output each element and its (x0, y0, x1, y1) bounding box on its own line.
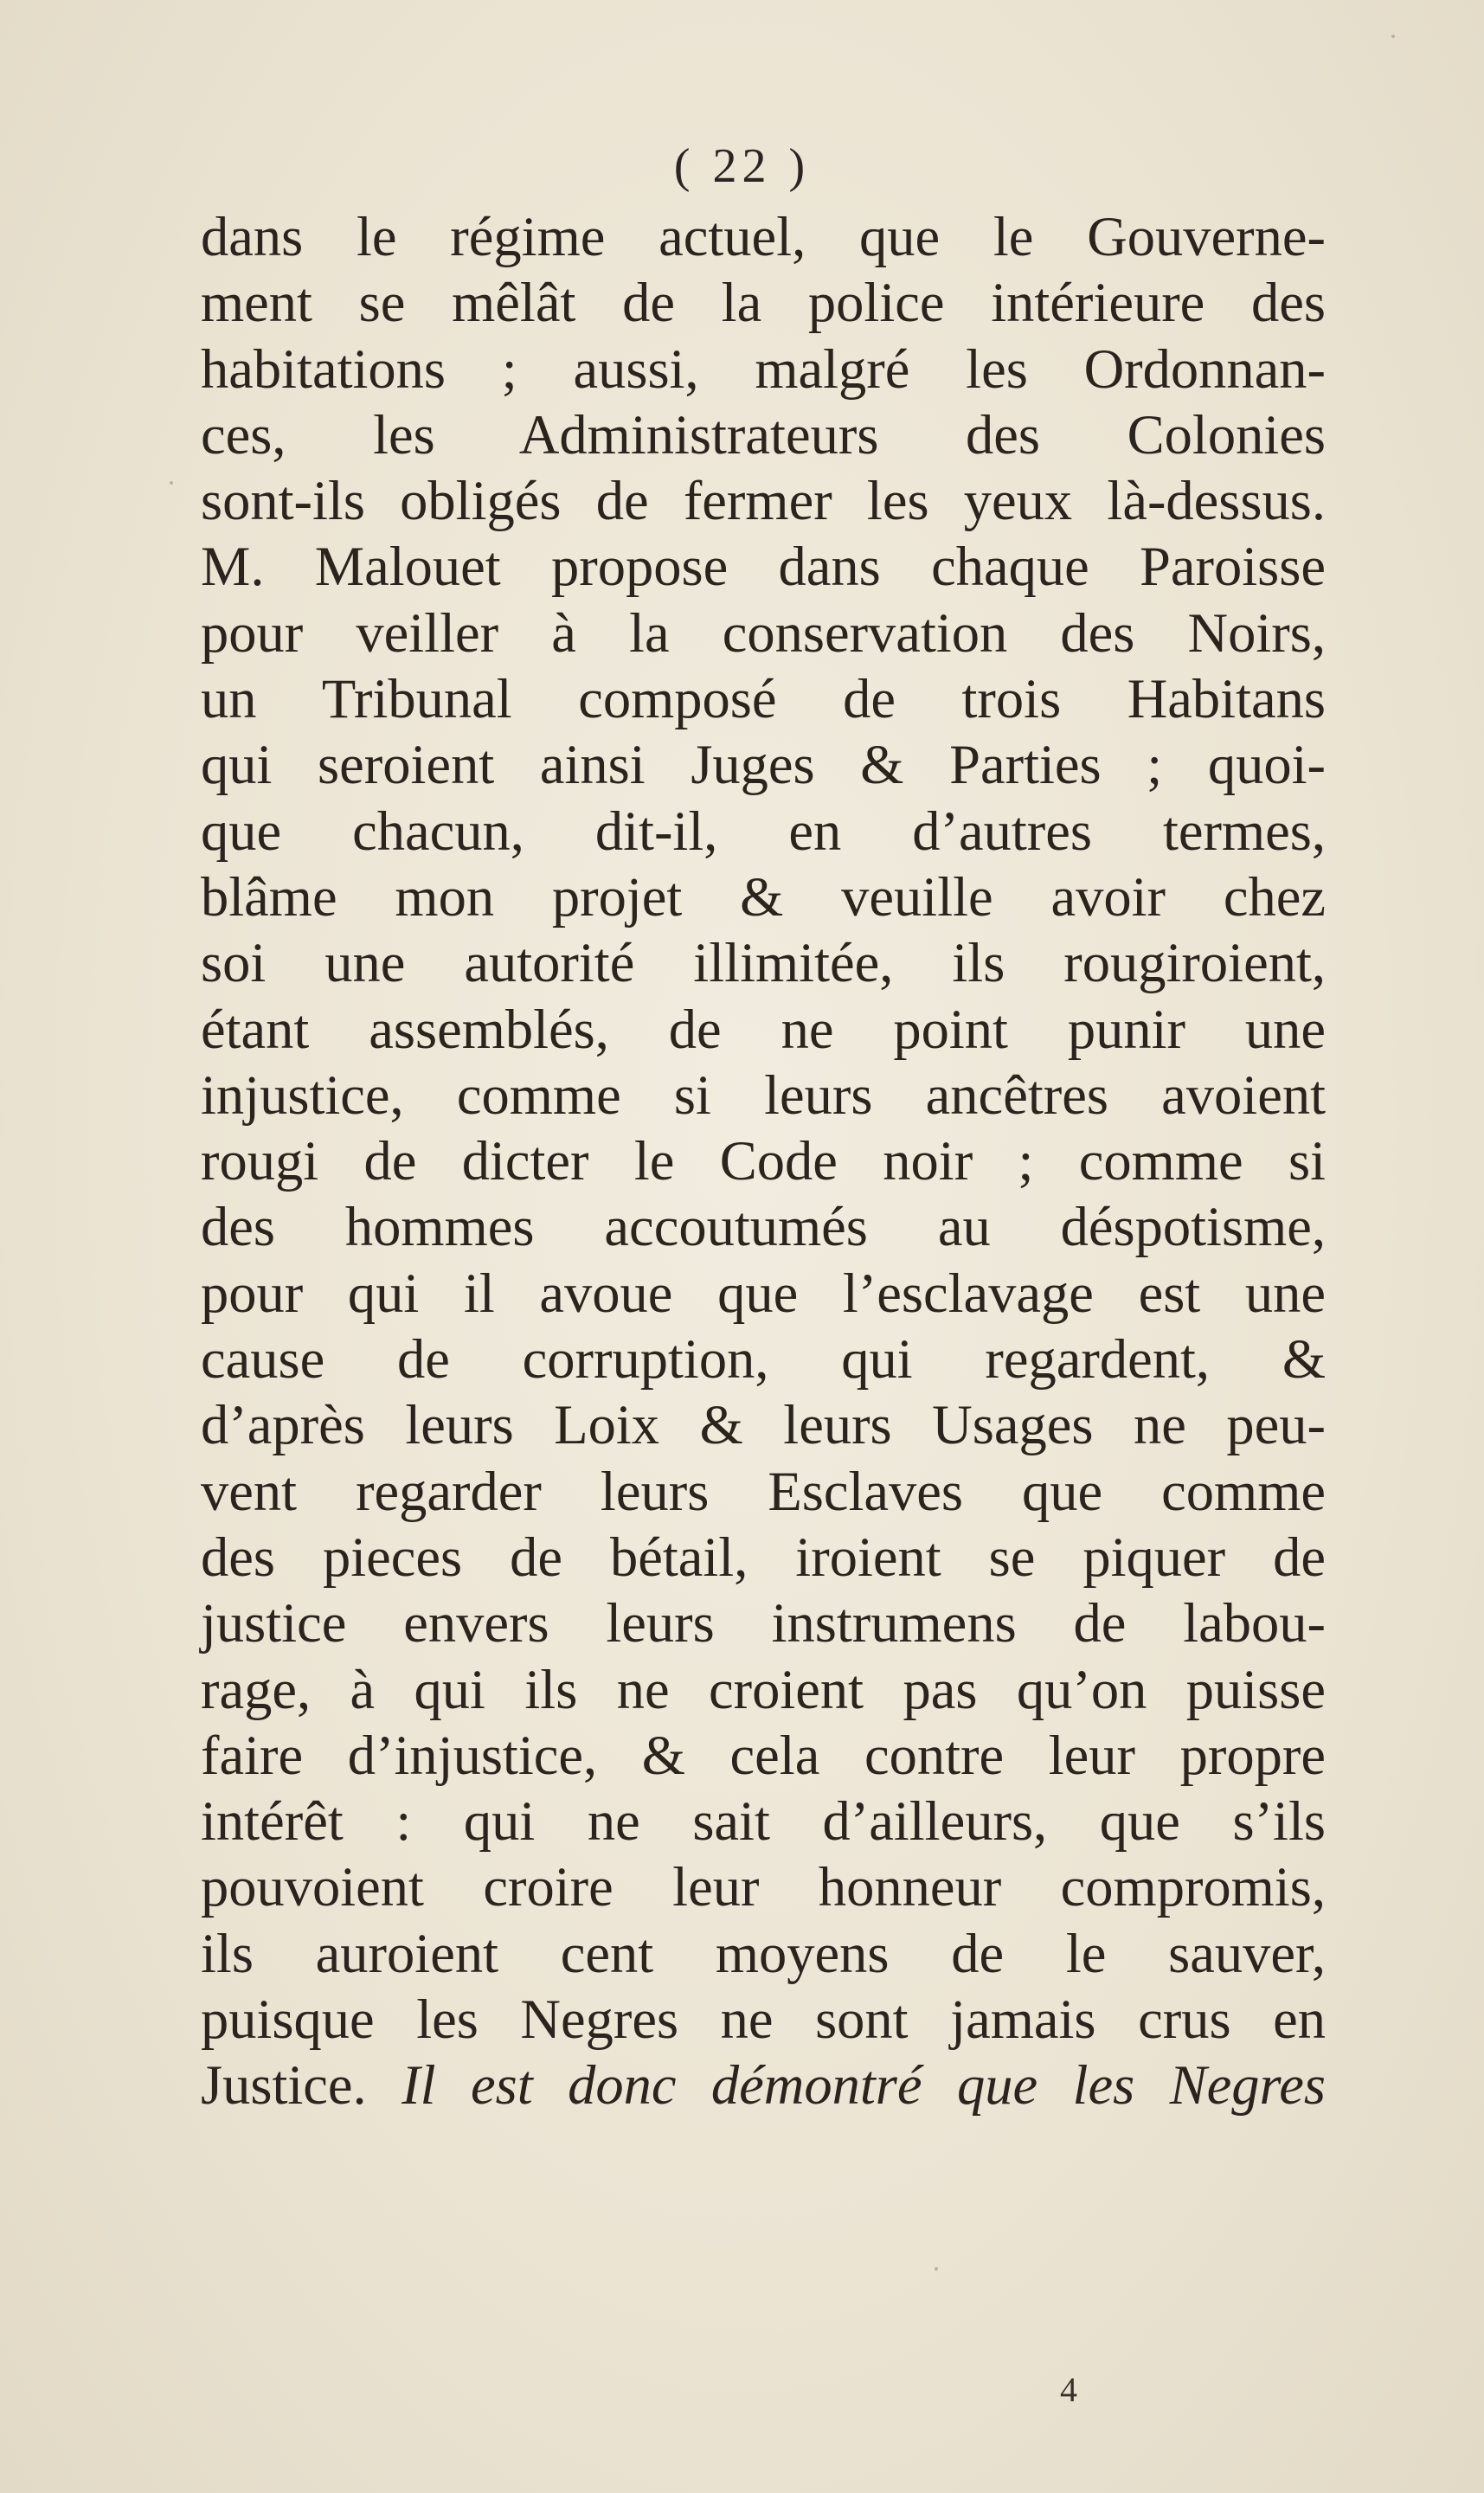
text-line: des pieces de bétail, iroient se piquer de (201, 1526, 1326, 1588)
text-line: faire d’injustice, & cela contre leur propre (201, 1724, 1326, 1786)
text-line: pouvoient croire leur honneur compromis, (201, 1856, 1326, 1918)
text-line: intérêt : qui ne sait d’ailleurs, que s’ils (201, 1790, 1326, 1853)
text-line: d’après leurs Loix & leurs Usages ne peu- (201, 1394, 1326, 1456)
text-line: sont-ils obligés de fermer les yeux là-dessus. (201, 470, 1326, 532)
text-line: ils auroient cent moyens de le sauver, (201, 1922, 1326, 1984)
text-line: justice envers leurs instrumens de labou- (201, 1592, 1326, 1655)
body-text (201, 204, 1326, 2119)
text-line: ces, les Administrateurs des Colonies (201, 403, 1326, 466)
text-line: injustice, comme si leurs ancêtres avoient (201, 1063, 1326, 1126)
text-line: rage, à qui ils ne croient pas qu’on puisse (201, 1658, 1326, 1720)
text-line: pour qui il avoue que l’esclavage est une (201, 1262, 1326, 1324)
paper-speck (935, 2267, 938, 2271)
text-line: puisque les Negres ne sont jamais crus en (201, 1989, 1326, 2051)
text-line: dans le régime actuel, que le Gouverne- (201, 206, 1326, 267)
text-line: ment se mêlât de la police intérieure des (201, 272, 1326, 334)
text-line: que chacun, dit-il, en d’autres termes, (201, 800, 1326, 862)
paper-speck (1391, 35, 1395, 38)
text-line: cause de corruption, qui regardent, & (201, 1328, 1326, 1391)
text-line: blâme mon projet & veuille avoir chez (201, 865, 1326, 928)
last-line-roman: Justice. (201, 2054, 402, 2117)
text-line: un Tribunal composé de trois Habitans (201, 668, 1326, 730)
text-line: pour veiller à la conservation des Noirs, (201, 601, 1326, 664)
signature-mark: 4 (1060, 2370, 1077, 2409)
text-line: des hommes accoutumés au déspotisme, (201, 1196, 1326, 1258)
text-line: habitations ; aussi, malgré les Ordonnan- (201, 337, 1326, 400)
paper-speck (170, 481, 173, 485)
text-line: qui seroient ainsi Juges & Parties ; quoi- (201, 734, 1326, 796)
text-line: soi une autorité illimitée, ils rougiroient, (201, 932, 1326, 994)
text-line: étant assemblés, de ne point punir une (201, 998, 1326, 1060)
last-line-italic: Il est donc démontré que les Negres (402, 2054, 1326, 2117)
text-line: M. Malouet propose dans chaque Paroisse (201, 536, 1326, 598)
text-line: rougi de dicter le Code noir ; comme si (201, 1130, 1326, 1192)
text-line-last (201, 2053, 1326, 2118)
text-line: vent regarder leurs Esclaves que comme (201, 1460, 1326, 1522)
page-number: ( 22 ) (673, 139, 811, 193)
